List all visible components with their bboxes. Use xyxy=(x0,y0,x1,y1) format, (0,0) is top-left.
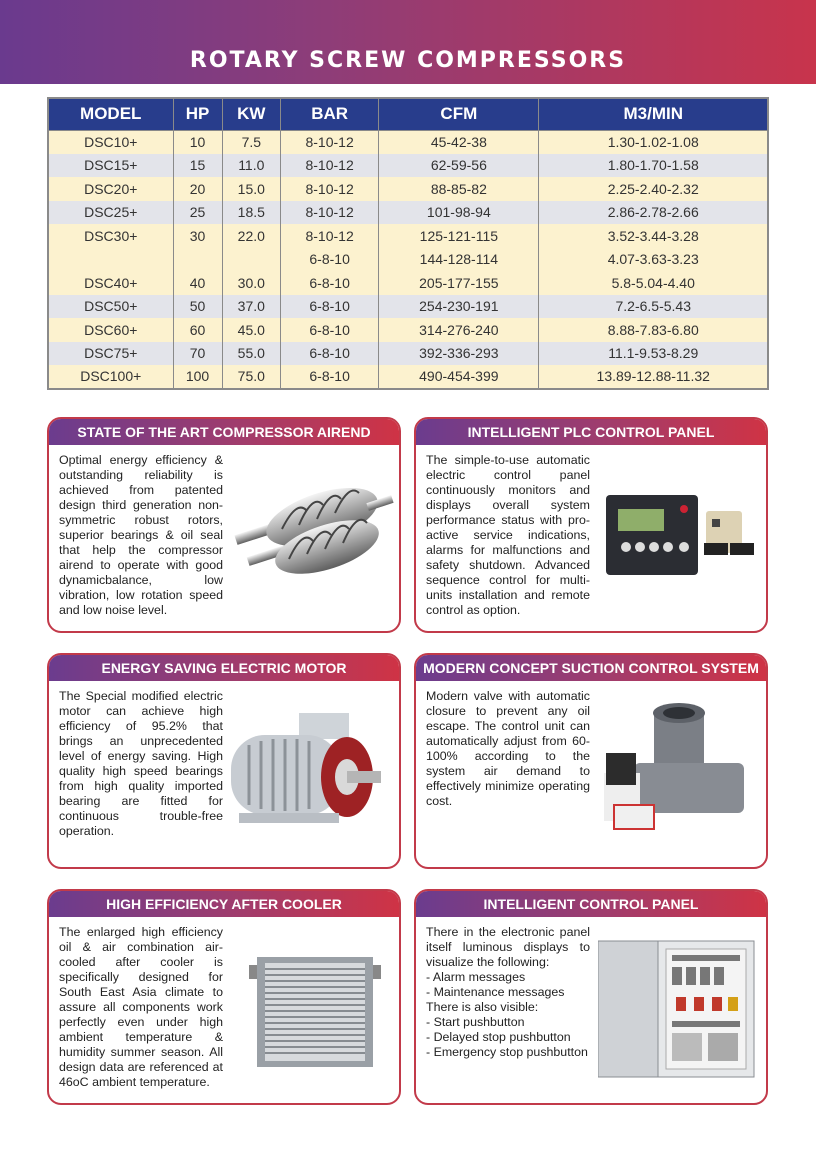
cell-cfm: 254-230-191 xyxy=(379,295,539,319)
card-text: The enlarged high efficiency oil & air combination air-cooled after cooler is specifically designed for South East Asia climate to assure all components work perfectly even under high ambient temperature & humidity summer season. All design data are referenced at 46oC ambient temperature. xyxy=(59,925,223,1089)
table-row xyxy=(48,318,768,342)
cell-m3min: 7.2-6.5-5.43 xyxy=(539,295,768,319)
cell-kw: 30.0 xyxy=(222,271,280,295)
cell-bar: 6-8-10 xyxy=(281,271,379,295)
table-header-row xyxy=(48,98,768,130)
cell-hp: 30 xyxy=(173,224,222,248)
suction-valve-image xyxy=(594,701,760,841)
cell-m3min: 13.89-12.88-11.32 xyxy=(539,365,768,389)
panel-text-line: - Maintenance messages xyxy=(426,985,565,999)
cell-model xyxy=(48,248,173,272)
cell-hp: 50 xyxy=(173,295,222,319)
cell-m3min: 2.25-2.40-2.32 xyxy=(539,177,768,201)
cell-m3min: 1.30-1.02-1.08 xyxy=(539,130,768,154)
cell-model: DSC60+ xyxy=(48,318,173,342)
table-row xyxy=(48,342,768,366)
cell-m3min: 3.52-3.44-3.28 xyxy=(539,224,768,248)
cell-kw: 7.5 xyxy=(222,130,280,154)
cell-m3min: 8.88-7.83-6.80 xyxy=(539,318,768,342)
cell-hp: 40 xyxy=(173,271,222,295)
cell-hp: 25 xyxy=(173,201,222,225)
cell-cfm: 62-59-56 xyxy=(379,154,539,178)
table-row xyxy=(48,295,768,319)
cell-bar: 6-8-10 xyxy=(281,365,379,389)
cell-cfm: 101-98-94 xyxy=(379,201,539,225)
cell-bar: 6-8-10 xyxy=(281,342,379,366)
cell-hp: 60 xyxy=(173,318,222,342)
card-cooler xyxy=(47,889,401,1105)
panel-text-line: - Emergency stop pushbutton xyxy=(426,1045,588,1059)
cell-bar: 8-10-12 xyxy=(281,201,379,225)
cell-kw xyxy=(222,248,280,272)
cell-model: DSC10+ xyxy=(48,130,173,154)
cell-kw: 22.0 xyxy=(222,224,280,248)
cell-m3min: 4.07-3.63-3.23 xyxy=(539,248,768,272)
table-row xyxy=(48,224,768,248)
table-row xyxy=(48,154,768,178)
card-text: The simple-to-use automatic electric control panel continuously monitors and displays overall system performance status with pro-active service indications, alarms for malfunctions and safety shutdown. Advanced sequence control for multi-units installation and remote control as option. xyxy=(426,453,590,617)
table-row xyxy=(48,130,768,154)
table-row xyxy=(48,365,768,389)
card-title: INTELLIGENT PLC CONTROL PANEL xyxy=(416,419,766,445)
cell-bar: 8-10-12 xyxy=(281,224,379,248)
card-text xyxy=(426,925,590,1060)
cell-kw: 37.0 xyxy=(222,295,280,319)
header-cfm: CFM xyxy=(379,98,539,130)
cell-cfm: 144-128-114 xyxy=(379,248,539,272)
card-text: Modern valve with automatic closure to prevent any oil escape. The control unit can automatically adjust from 60-100% according to the system air demand to effectively minimize operating cost. xyxy=(426,689,590,808)
cell-hp: 10 xyxy=(173,130,222,154)
title-banner xyxy=(0,0,816,84)
cell-hp: 15 xyxy=(173,154,222,178)
table-row xyxy=(48,201,768,225)
table-row xyxy=(48,271,768,295)
card-plc xyxy=(414,417,768,633)
header-kw: KW xyxy=(222,98,280,130)
card-title: HIGH EFFICIENCY AFTER COOLER xyxy=(49,891,399,917)
spec-table xyxy=(47,97,769,390)
card-title: INTELLIGENT CONTROL PANEL xyxy=(416,891,766,917)
cell-kw: 45.0 xyxy=(222,318,280,342)
cell-cfm: 205-177-155 xyxy=(379,271,539,295)
card-title: ENERGY SAVING ELECTRIC MOTOR xyxy=(49,655,399,681)
panel-text-line: There is also visible: xyxy=(426,1000,539,1014)
cell-cfm: 125-121-115 xyxy=(379,224,539,248)
card-suction xyxy=(414,653,768,869)
cell-model: DSC40+ xyxy=(48,271,173,295)
card-motor xyxy=(47,653,401,869)
card-text: Optimal energy efficiency & outstanding reliability is achieved from patented design third generation non-symmetric robust rotors, superior bearings & oil seal that help the compressor airend to operate with good dynamicbalance, low vibration, low rotation speed and low noise level. xyxy=(59,453,223,617)
cell-hp xyxy=(173,248,222,272)
control-cabinet-image xyxy=(598,937,758,1083)
cell-model: DSC75+ xyxy=(48,342,173,366)
cell-bar: 8-10-12 xyxy=(281,154,379,178)
panel-text-line: - Delayed stop pushbutton xyxy=(426,1030,571,1044)
header-model: MODEL xyxy=(48,98,173,130)
cell-m3min: 11.1-9.53-8.29 xyxy=(539,342,768,366)
cell-cfm: 490-454-399 xyxy=(379,365,539,389)
cell-bar: 8-10-12 xyxy=(281,130,379,154)
cell-model: DSC20+ xyxy=(48,177,173,201)
table-row xyxy=(48,177,768,201)
cell-kw: 11.0 xyxy=(222,154,280,178)
cell-bar: 6-8-10 xyxy=(281,248,379,272)
cell-hp: 70 xyxy=(173,342,222,366)
panel-text-line: - Start pushbutton xyxy=(426,1015,525,1029)
cell-model: DSC15+ xyxy=(48,154,173,178)
cell-cfm: 314-276-240 xyxy=(379,318,539,342)
cell-bar: 6-8-10 xyxy=(281,318,379,342)
header-hp: HP xyxy=(173,98,222,130)
cell-kw: 75.0 xyxy=(222,365,280,389)
card-title: STATE OF THE ART COMPRESSOR AIREND xyxy=(49,419,399,445)
header-m3min: M3/MIN xyxy=(539,98,768,130)
cell-kw: 15.0 xyxy=(222,177,280,201)
panel-text-line: - Alarm messages xyxy=(426,970,526,984)
cell-hp: 100 xyxy=(173,365,222,389)
cell-hp: 20 xyxy=(173,177,222,201)
cell-bar: 8-10-12 xyxy=(281,177,379,201)
table-row xyxy=(48,248,768,272)
cell-model: DSC25+ xyxy=(48,201,173,225)
cell-bar: 6-8-10 xyxy=(281,295,379,319)
cell-kw: 18.5 xyxy=(222,201,280,225)
cell-model: DSC100+ xyxy=(48,365,173,389)
cell-cfm: 88-85-82 xyxy=(379,177,539,201)
panel-text-line: There in the electronic panel itself luminous displays to visualize the following: xyxy=(426,925,590,969)
cell-m3min: 2.86-2.78-2.66 xyxy=(539,201,768,225)
cell-model: DSC30+ xyxy=(48,224,173,248)
cell-m3min: 5.8-5.04-4.40 xyxy=(539,271,768,295)
cell-kw: 55.0 xyxy=(222,342,280,366)
cell-m3min: 1.80-1.70-1.58 xyxy=(539,154,768,178)
cell-cfm: 45-42-38 xyxy=(379,130,539,154)
plc-controller-image xyxy=(604,489,756,585)
cell-model: DSC50+ xyxy=(48,295,173,319)
after-cooler-image xyxy=(247,951,383,1073)
page-title: ROTARY SCREW COMPRESSORS xyxy=(189,48,627,73)
cell-cfm: 392-336-293 xyxy=(379,342,539,366)
header-bar: BAR xyxy=(281,98,379,130)
card-airend xyxy=(47,417,401,633)
card-text: The Special modified electric motor can achieve high efficiency of 95.2% that brings an unprecedented level of energy saving. High quality high speed bearings from high quality imported bearing are fitted for continuous trouble-free operation. xyxy=(59,689,223,838)
screw-rotors-image xyxy=(227,459,397,599)
electric-motor-image xyxy=(219,705,389,840)
card-control-panel xyxy=(414,889,768,1105)
card-title: MODERN CONCEPT SUCTION CONTROL SYSTEM xyxy=(416,655,766,681)
